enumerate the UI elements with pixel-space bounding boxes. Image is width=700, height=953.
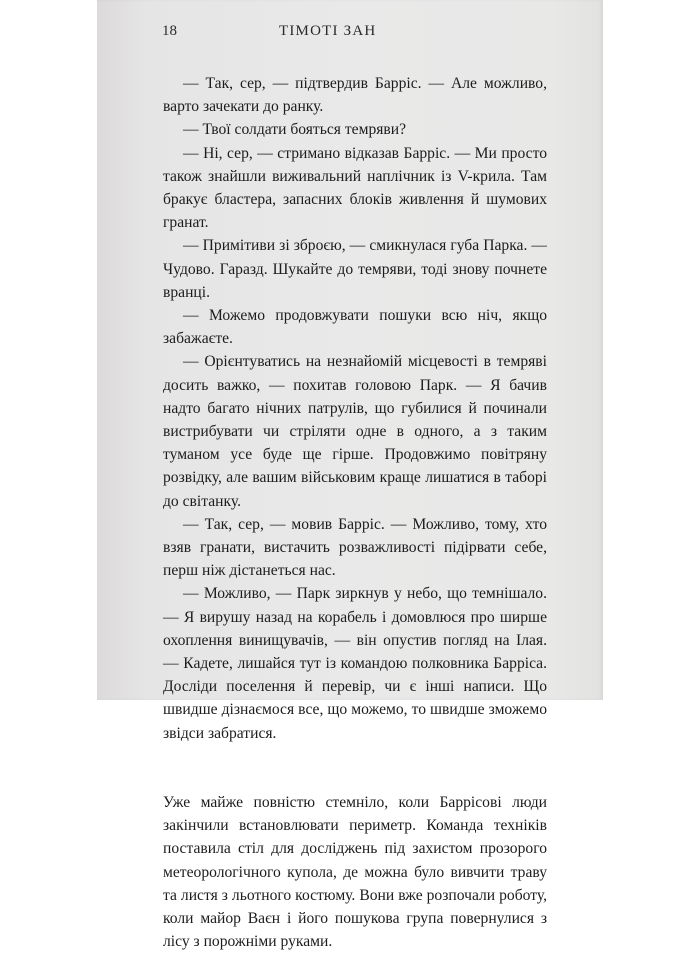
paragraph: — Орієнтуватись на незнайомій місцевості в темряві досить важко, — похитав головою Парк. — Я бачив надто багато нічних патрулів, що губилися й починали вистрибувати чи стріляти одне в одного, а з таким туманом усе буде ще гірше. Продовжимо повітряну розвідку, але вашим військовим краще лишатися в таборі до світанку. — [163, 353, 547, 510]
paragraph: — Примітиви зі зброєю, — смикнулася губа Парка. — Чудово. Гаразд. Шукайте до темряви, тоді знову почнете вранці. — [163, 237, 547, 301]
paragraph: — Можемо продовжувати пошуки всю ніч, якщо забажаєте. — [163, 307, 547, 348]
book-page — [97, 0, 603, 951]
paragraph: — Так, сер, — підтвердив Барріс. — Але можливо, варто зачекати до ранку. — [163, 75, 547, 116]
page-number: 18 — [162, 23, 177, 39]
body-text — [163, 72, 547, 953]
paragraph: — Ні, сер, — стримано відказав Барріс. — Ми просто також знайшли виживальний наплічник із V-крила. Там бракує бластера, запасних блоків живлення й шумових гранат. — [163, 144, 547, 232]
running-title-author: ТІМОТІ ЗАН — [279, 23, 377, 39]
running-head — [97, 23, 603, 43]
section-break — [163, 745, 547, 791]
paragraph: — Так, сер, — мовив Барріс. — Можливо, тому, хто взяв гранати, вистачить розважливості підірвати себе, перш ніж дістанеться нас. — [163, 515, 547, 580]
paragraph: — Твої солдати бояться темряви? — [183, 121, 407, 139]
section-opening-paragraph: Уже майже повністю стемніло, коли Баррісові люди закінчили встановлювати периметр. Команда техніків поставила стіл для досліджень під захистом прозорого метеорологічного купола, де можна було вивчити траву та листя з льотного костюму. Вони вже розпочали роботу, коли майор Ваєн і його пошукова група повернулися з лісу з порожніми руками. — [163, 793, 547, 951]
paragraph: — Можливо, — Парк зиркнув у небо, що темнішало. — Я вирушу назад на корабель і домовлюся про ширше охоплення винищувачів, — він опустив погляд на Ілая. — Кадете, лишайся тут із командою полковника Барріса. Досліди поселення й перевір, чи є інші написи. Що швидше дізнаємося все, що можемо, то швидше зможемо звідси забратися. — [163, 585, 547, 742]
